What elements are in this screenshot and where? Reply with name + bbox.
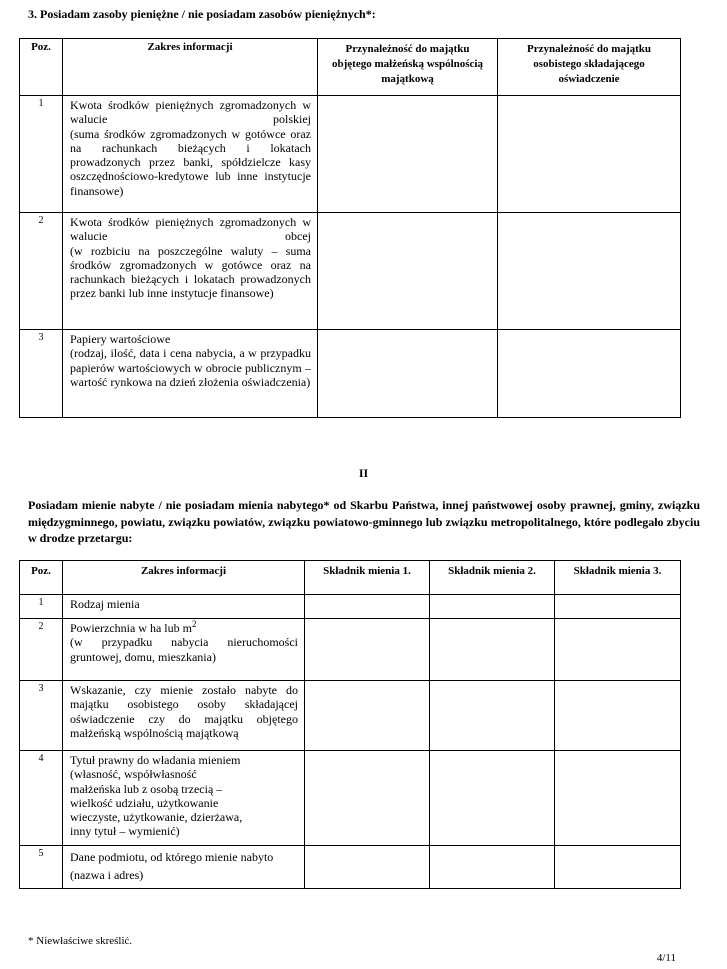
row-number: 1 [20,595,63,619]
row-description [63,96,318,213]
row-description: Wskazanie, czy mienie zostało nabyte do majątku osobistego osoby składającej oświadczenie czy do majątku objętego małżeńską wspólnością majątkową [63,681,305,751]
row-number: 5 [20,846,63,889]
column-header-asset-3: Składnik mienia 3. [555,561,681,595]
column-header-scope: Zakres informacji [63,39,318,96]
row-detail: (w przypadku nabycia nieruchomości gruntowej, domu, mieszkania) [70,635,298,664]
table-row [20,751,681,846]
row-title-text: Powierzchnia w ha lub m [70,621,192,635]
asset-3-cell[interactable] [555,681,681,751]
row-description [63,330,318,418]
row-description [63,213,318,330]
asset-3-cell[interactable] [555,595,681,619]
row-line: wieczyste, użytkowanie, dzierżawa, [70,810,243,825]
row-line: małżeńska lub z osobą trzecią – [70,781,223,796]
row-line: wielkość udziału, użytkowanie [70,795,219,810]
personal-property-cell[interactable] [498,213,681,330]
cash-resources-table [19,38,681,418]
superscript: 2 [191,619,197,629]
row-detail: (rodzaj, ilość, data i cena nabycia, a w przypadku papierów wartościowych w obrocie publicznym – wartość rynkowa na dzień złożenia oświadczenia) [70,346,311,389]
table-header-row [20,561,681,595]
asset-3-cell[interactable] [555,846,681,889]
row-description [63,846,305,889]
column-header-poz: Poz. [20,39,63,96]
table-row [20,213,681,330]
acquired-property-table [19,560,681,889]
joint-property-cell[interactable] [318,96,498,213]
row-description: Rodzaj mienia [63,595,305,619]
column-header-asset-1: Składnik mienia 1. [305,561,430,595]
row-description [63,619,305,681]
asset-1-cell[interactable] [305,846,430,889]
row-number: 2 [20,619,63,681]
personal-property-cell[interactable] [498,330,681,418]
asset-2-cell[interactable] [430,751,555,846]
row-title [70,621,298,635]
row-line: Tytuł prawny do władania mieniem [70,753,241,767]
row-title: Kwota środków pieniężnych zgromadzonych w walucie polskiej [70,98,311,127]
column-header-scope: Zakres informacji [63,561,305,595]
column-header-personal-property: Przynależność do majątku osobistego składającego oświadczenie [498,39,681,96]
row-detail: (nazwa i adres) [70,868,144,882]
asset-2-cell[interactable] [430,681,555,751]
asset-1-cell[interactable] [305,751,430,846]
row-title: Dane podmiotu, od którego mienie nabyto [70,850,274,864]
row-title: Kwota środków pieniężnych zgromadzonych w walucie obcej [70,215,311,244]
table-row [20,595,681,619]
table-row [20,681,681,751]
table-row [20,96,681,213]
section2-paragraph: Posiadam mienie nabyte / nie posiadam mienia nabytego* od Skarbu Państwa, innej państwowej osoby prawnej, gminy, związku międzygminnego, powiatu, związku powiatów, związku powiatowo-gminnego lub związku metropolitalnego, które podlegało zbyciu w drodze przetargu: [28,498,700,545]
row-line: inny tytuł – wymienić) [70,824,180,839]
row-number: 2 [20,213,63,330]
table-row [20,619,681,681]
column-header-asset-2: Składnik mienia 2. [430,561,555,595]
personal-property-cell[interactable] [498,96,681,213]
asset-2-cell[interactable] [430,619,555,681]
row-number: 3 [20,681,63,751]
row-detail: (w rozbiciu na poszczególne waluty – suma środków zgromadzonych w gotówce oraz na rachunkach bieżących i lokatach prowadzonych przez banki lub inne instytucje finansowe) [70,243,311,301]
asset-2-cell[interactable] [430,595,555,619]
section3-heading: 3. Posiadam zasoby pieniężne / nie posiadam zasobów pieniężnych*: [28,7,376,21]
asset-1-cell[interactable] [305,681,430,751]
row-detail: (suma środków zgromadzonych w gotówce oraz na rachunkach bieżących i lokatach prowadzonych przez banki, spółdzielcze kasy oszczędnościowo-kredytowe lub inne instytucje finansowe) [70,126,311,198]
table-row [20,846,681,889]
asset-3-cell[interactable] [555,619,681,681]
joint-property-cell[interactable] [318,330,498,418]
row-number: 4 [20,751,63,846]
row-line: (własność, współwłasność [70,767,197,782]
table-row [20,330,681,418]
asset-3-cell[interactable] [555,751,681,846]
column-header-poz: Poz. [20,561,63,595]
column-header-joint-property: Przynależność do majątku objętego małżeńską wspólnością majątkową [318,39,498,96]
asset-2-cell[interactable] [430,846,555,889]
row-description [63,751,305,846]
asset-1-cell[interactable] [305,595,430,619]
joint-property-cell[interactable] [318,213,498,330]
table-header-row [20,39,681,96]
row-number: 1 [20,96,63,213]
row-title: Papiery wartościowe [70,332,171,346]
row-number: 3 [20,330,63,418]
asset-1-cell[interactable] [305,619,430,681]
page-number: 4/11 [656,952,676,964]
section-title-roman-ii: II [358,466,369,480]
footnote: * Niewłaściwe skreślić. [28,935,133,947]
